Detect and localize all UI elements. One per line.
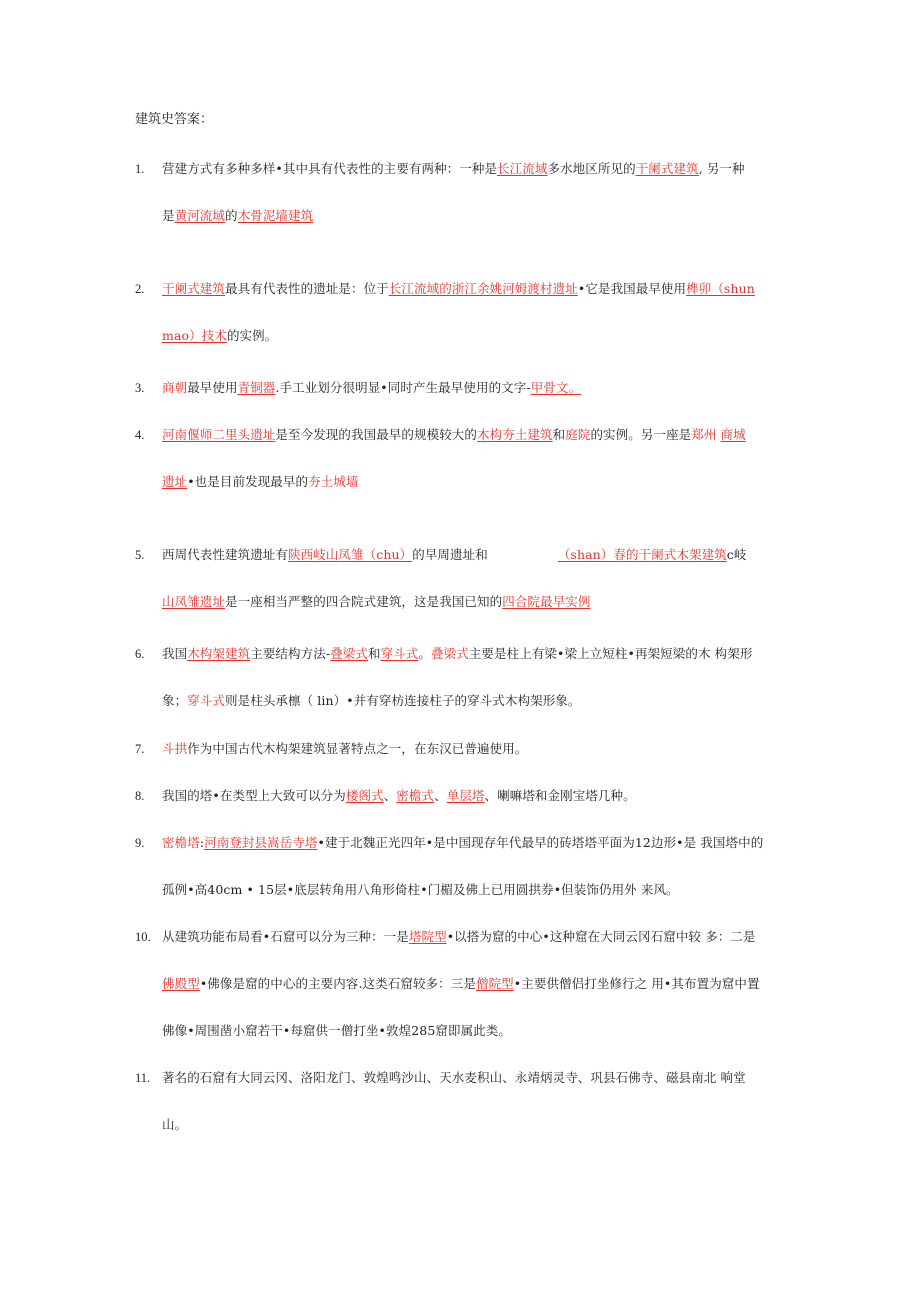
answer-line [135, 1069, 795, 1087]
item-number: 8. [135, 789, 145, 803]
answer-text-run: 、 [383, 788, 397, 803]
answer-text-run: 是一座相当严整的四合院式建筑，这是我国已知的 [225, 594, 503, 609]
key-term-underlined: （shan）春的干阑式木架建筑 [557, 547, 727, 562]
answer-text-run: c岐 [726, 547, 747, 562]
answer-item-8 [135, 787, 795, 805]
key-term-underlined: 陕西岐山凤雏（chu） [288, 547, 413, 562]
answer-line [135, 473, 795, 491]
answer-text [162, 692, 581, 710]
answer-text-run: 最具有代表性的遗址是：位于 [225, 281, 389, 296]
answer-text [162, 327, 277, 345]
answer-item-10 [135, 928, 795, 1040]
answer-item-2 [135, 280, 795, 345]
item-number: 10. [135, 930, 151, 944]
key-term-underlined: 黄河流域 [174, 208, 226, 223]
answer-item-11 [135, 1069, 795, 1134]
key-term-underlined: 干阑式建筑 [635, 161, 699, 176]
key-term-underlined: 楼阁式 [345, 788, 384, 803]
answer-item-9 [135, 834, 795, 899]
answer-text-run: 的实例。 [226, 328, 278, 343]
answer-text-run: 则是柱头承檩（ lin）•并有穿枋连接柱子的穿斗式木构架形象。 [225, 693, 581, 708]
key-term: 夯土城墙 [308, 474, 359, 489]
key-term-underlined: 叠梁式 [330, 646, 368, 661]
answer-line [135, 1116, 795, 1134]
item-number: 7. [135, 742, 145, 756]
key-term-underlined: 商城 [720, 427, 746, 442]
item-number: 2. [135, 282, 145, 296]
key-term-underlined: 穿斗式 [380, 646, 419, 661]
answer-text [162, 379, 581, 397]
key-term-underlined: 木骨泥墙建筑 [237, 208, 314, 223]
answer-line [135, 160, 795, 178]
answer-text [162, 426, 746, 444]
answer-text-run: •也是目前发现最早的 [187, 474, 309, 489]
answer-line [135, 975, 795, 993]
key-term-underlined: 河南登封县嵩岳寺塔 [204, 835, 318, 850]
key-term-underlined: 僧院型 [475, 976, 514, 991]
answer-text [162, 881, 679, 899]
answer-line [135, 426, 795, 444]
key-term-underlined: 单层塔 [446, 788, 485, 803]
answer-line [135, 280, 795, 298]
answer-line [135, 692, 795, 710]
answer-text [162, 1022, 511, 1040]
answer-text-run: •主要供僧侣打坐修行之 用•其布置为窟中置 [513, 976, 760, 991]
answer-text-run: 、喇嘛塔和金刚宝塔几种。 [484, 788, 636, 803]
key-term-underlined: 甲骨文。 [530, 380, 582, 395]
answer-text-run: 我国 [162, 646, 188, 661]
answer-item-4 [135, 426, 795, 491]
answer-text [162, 928, 756, 946]
answer-item-5 [135, 546, 795, 611]
key-term: 郑州 [691, 427, 717, 442]
answer-line [135, 379, 795, 397]
answer-text-run: 的 [225, 208, 238, 223]
answer-text-run: 我国的塔•在类型上大致可以分为 [162, 788, 346, 803]
key-term-underlined: 干阑式建筑 [162, 281, 226, 296]
answer-text-run: 和 [552, 427, 566, 442]
answer-text-run: 著名的石窟有大同云冈、洛阳龙门、敦煌鸣沙山、天水麦积山、永靖炳灵寺、巩县石佛寺、磁县南北 响堂 [162, 1070, 746, 1085]
answer-text-run: 象； [162, 693, 188, 708]
answer-line [135, 645, 795, 663]
item-number: 5. [135, 548, 145, 562]
key-term-underlined: 木构夯土建筑 [477, 427, 553, 442]
key-term: 密檐塔 [162, 835, 200, 850]
answer-text-run: .手工业划分很明显•同时产生最早使用的文字- [275, 380, 531, 395]
answer-text-run: 西周代表性建筑遗址有 [162, 547, 289, 562]
document-heading: 建筑史答案： [135, 112, 214, 127]
key-term: 商朝 [162, 380, 188, 395]
answer-text-run: 多水地区所见的 [547, 161, 636, 176]
answer-text [162, 1116, 187, 1134]
answer-text-run: 从建筑功能布局看•石窟可以分为三种：一是 [162, 929, 409, 944]
key-term-underlined: 密檐式 [396, 788, 435, 803]
answer-text [162, 207, 313, 225]
answer-text-run: •以搭为窟的中心•这种窟在大同云冈石窟中较 多：二是 [446, 929, 756, 944]
answer-item-3 [135, 379, 795, 397]
key-term-underlined: 塔院型 [408, 929, 447, 944]
answer-text [162, 280, 755, 298]
answer-text [162, 473, 358, 491]
key-term-underlined: 佛殿型 [162, 976, 200, 991]
key-term-underlined: 遗址 [162, 474, 188, 489]
item-number: 9. [135, 836, 145, 850]
answer-text-run: 作为中国古代木构架建筑显著特点之一，在东汉已普遍使用。 [187, 741, 528, 756]
key-term: 庭院 [565, 427, 591, 442]
answer-text-run: 的实例。另一座是 [590, 427, 692, 442]
answer-text [162, 834, 763, 852]
key-term-underlined: 木构架建筑 [187, 646, 251, 661]
answer-text-run: 主要是柱上有梁•梁上立短柱•再架短梁的木 构架形 [468, 646, 753, 661]
answer-line [135, 881, 795, 899]
answer-line [135, 740, 795, 758]
answer-text-run: 是 [162, 208, 175, 223]
answer-text-run: •佛像是窟的中心的主要内容.这类石窟较多：三是 [199, 976, 476, 991]
key-term-underlined: 河南偃师二里头遗址 [162, 427, 276, 442]
answer-line [135, 593, 795, 611]
item-number: 1. [135, 162, 145, 176]
item-number: 4. [135, 428, 145, 442]
answer-line [135, 1022, 795, 1040]
answer-text-run: 最早使用 [187, 380, 238, 395]
answer-line [135, 207, 795, 225]
key-term-underlined: 四合院最早实例 [502, 594, 591, 609]
answer-text-run: 孤例•高40cm • 15层•底层转角用八角形倚柱•门楣及佛上已用圆拱券•但装饰仍用外 来风。 [162, 882, 679, 897]
key-term-underlined: 榫卯（shun [686, 281, 755, 296]
answer-text [162, 593, 590, 611]
answer-text-run: 山。 [162, 1117, 188, 1132]
answer-text [162, 1069, 746, 1087]
answer-text [162, 787, 636, 805]
key-term-underlined: 青铜器 [237, 380, 276, 395]
answer-text-run: 和 [367, 646, 381, 661]
answer-item-7 [135, 740, 795, 758]
answer-text [162, 740, 527, 758]
answer-item-6 [135, 645, 795, 710]
item-number: 3. [135, 381, 145, 395]
answer-text [162, 645, 752, 663]
answer-text-run: 佛像•周围凿小窟若干•每窟供一僧打坐•敦煌285窟即属此类。 [162, 1023, 511, 1038]
key-term-underlined: 长江流域 [497, 161, 548, 176]
key-term-underlined: 山凤雏遗址 [162, 594, 226, 609]
key-term: 叠梁式 [431, 646, 469, 661]
key-term-underlined: 长江流域的浙江余姚河姆渡村遗址 [388, 281, 578, 296]
answer-text-run: 、 [434, 788, 447, 803]
answer-text-run: 是至今发现的我国最早的规模较大的 [275, 427, 478, 442]
item-number: 6. [135, 647, 145, 661]
key-term-underlined: mao）技术 [162, 328, 227, 343]
key-term: 穿斗式 [187, 693, 226, 708]
answer-line [135, 327, 795, 345]
answer-text-run: •它是我国最早使用 [577, 281, 687, 296]
answer-text-run: , 另一种 [698, 161, 745, 176]
answer-line [135, 928, 795, 946]
answer-item-1 [135, 160, 795, 225]
answer-text-run: 。 [418, 646, 431, 661]
answer-text-run: •建于北魏正光四年•是中国现存年代最早的砖塔塔平面为12边形•是 我国塔中的 [317, 835, 764, 850]
answer-line [135, 546, 795, 564]
answer-text [162, 160, 745, 178]
key-term: 斗拱 [162, 741, 188, 756]
answer-text-run: 主要结构方法- [250, 646, 331, 661]
item-number: 11. [135, 1071, 151, 1085]
answer-text [162, 975, 760, 993]
answer-line [135, 787, 795, 805]
answer-line [135, 834, 795, 852]
answer-text-run: 营建方式有多种多样•其中具有代表性的主要有两种：一种是 [162, 161, 498, 176]
answer-text [162, 546, 747, 564]
answer-text-run: 的早周遗址和 [412, 547, 488, 562]
answer-text-run: : [199, 835, 205, 850]
